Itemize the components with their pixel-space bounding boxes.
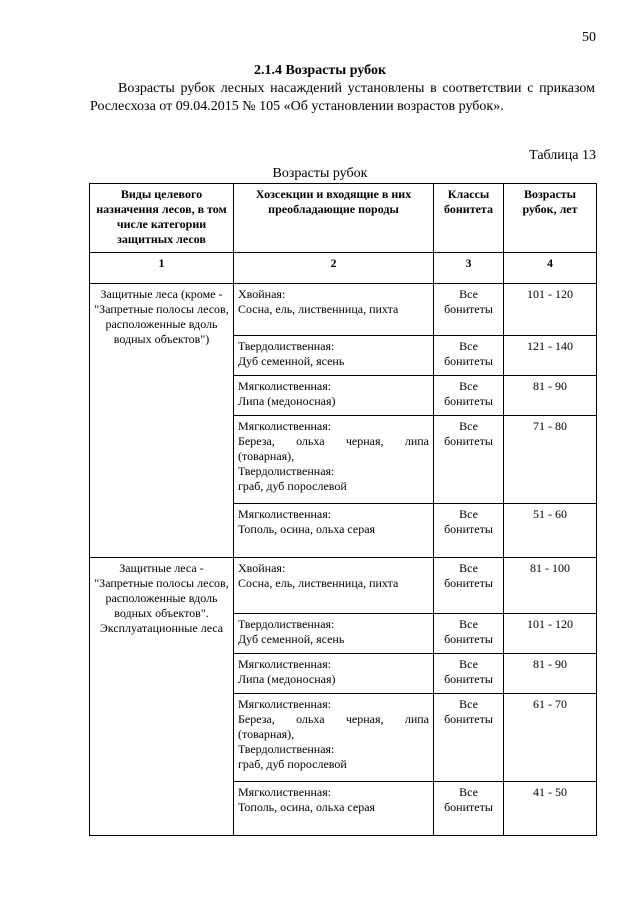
species-list: Дуб семенной, ясень — [238, 632, 345, 646]
species-list: Береза, ольха черная, липа — [238, 712, 429, 726]
species-list: Дуб семенной, ясень — [238, 354, 345, 368]
age-cell: 101 - 120 — [504, 284, 597, 336]
class-cell: Все бонитеты — [434, 336, 504, 376]
column-number: 4 — [504, 253, 597, 284]
column-number-row — [90, 253, 597, 284]
column-number: 1 — [90, 253, 234, 284]
species-list: граб, дуб порослевой — [238, 479, 347, 493]
section-cell — [234, 654, 434, 694]
section-name: Мягколиственная: — [238, 379, 332, 393]
class-cell: Все бонитеты — [434, 782, 504, 836]
class-cell: Все бонитеты — [434, 376, 504, 416]
class-cell: Все бонитеты — [434, 416, 504, 504]
class-cell: Все бонитеты — [434, 694, 504, 782]
section-cell — [234, 694, 434, 782]
section-name: Твердолиственная: — [238, 339, 335, 353]
header-classes: Классы бонитета — [434, 184, 504, 253]
species-list: (товарная), — [238, 727, 295, 741]
species-list: Тополь, осина, ольха серая — [238, 800, 376, 814]
species-list: граб, дуб порослевой — [238, 757, 347, 771]
age-cell: 41 - 50 — [504, 782, 597, 836]
section-name: Твердолиственная: — [238, 742, 335, 756]
category-cell: Защитные леса (кроме - "Запретные полосы лесов, расположенные вдоль водных объектов") — [90, 284, 234, 558]
section-name: Мягколиственная: — [238, 785, 332, 799]
table-title: Возрасты рубок — [272, 166, 368, 181]
section-cell — [234, 376, 434, 416]
class-cell: Все бонитеты — [434, 504, 504, 558]
table-row — [90, 284, 597, 336]
species-list: Липа (медоносная) — [238, 672, 336, 686]
section-name: Твердолиственная: — [238, 617, 335, 631]
table-header-row — [90, 184, 597, 253]
section-name: Твердолиственная: — [238, 464, 335, 478]
section-name: Мягколиственная: — [238, 657, 332, 671]
age-cell: 121 - 140 — [504, 336, 597, 376]
age-cell: 81 - 90 — [504, 654, 597, 694]
age-cell: 51 - 60 — [504, 504, 597, 558]
header-purpose: Виды целевого назначения лесов, в том числе категории защитных лесов — [90, 184, 234, 253]
species-list: Береза, ольха черная, липа — [238, 434, 429, 448]
class-cell: Все бонитеты — [434, 614, 504, 654]
section-cell — [234, 558, 434, 614]
column-number: 2 — [234, 253, 434, 284]
age-cell: 81 - 100 — [504, 558, 597, 614]
species-list: Липа (медоносная) — [238, 394, 336, 408]
cutting-age-table — [89, 183, 597, 836]
species-list: Тополь, осина, ольха серая — [238, 522, 376, 536]
species-list: Сосна, ель, лиственница, пихта — [238, 302, 399, 316]
section-cell — [234, 504, 434, 558]
class-cell: Все бонитеты — [434, 558, 504, 614]
class-cell: Все бонитеты — [434, 654, 504, 694]
age-cell: 81 - 90 — [504, 376, 597, 416]
age-cell: 71 - 80 — [504, 416, 597, 504]
section-name: Мягколиственная: — [238, 507, 332, 521]
column-number: 3 — [434, 253, 504, 284]
section-cell — [234, 416, 434, 504]
table-label: Таблица 13 — [529, 148, 596, 163]
section-cell — [234, 614, 434, 654]
age-cell: 61 - 70 — [504, 694, 597, 782]
section-cell — [234, 284, 434, 336]
species-list: Сосна, ель, лиственница, пихта — [238, 576, 399, 590]
age-cell: 101 - 120 — [504, 614, 597, 654]
class-cell: Все бонитеты — [434, 284, 504, 336]
table-row — [90, 558, 597, 614]
section-heading: 2.1.4 Возрасты рубок — [253, 63, 387, 78]
section-name: Мягколиственная: — [238, 419, 332, 433]
section-name: Мягколиственная: — [238, 697, 332, 711]
section-cell — [234, 782, 434, 836]
page-number: 50 — [582, 30, 596, 45]
header-sections: Хозсекции и входящие в них преобладающие породы — [234, 184, 434, 253]
intro-paragraph: Возрасты рубок лесных насаждений установлены в соответствии с приказом Рослесхоза от 09.04.2015 № 105 «Об установлении возрастов рубок». — [90, 81, 595, 114]
category-cell: Защитные леса - "Запретные полосы лесов, расположенные вдоль водных объектов". Эксплуатационные леса — [90, 558, 234, 836]
header-ages: Возрасты рубок, лет — [504, 184, 597, 253]
section-name: Хвойная: — [238, 287, 286, 301]
species-list: (товарная), — [238, 449, 295, 463]
section-name: Хвойная: — [238, 561, 286, 575]
section-cell — [234, 336, 434, 376]
